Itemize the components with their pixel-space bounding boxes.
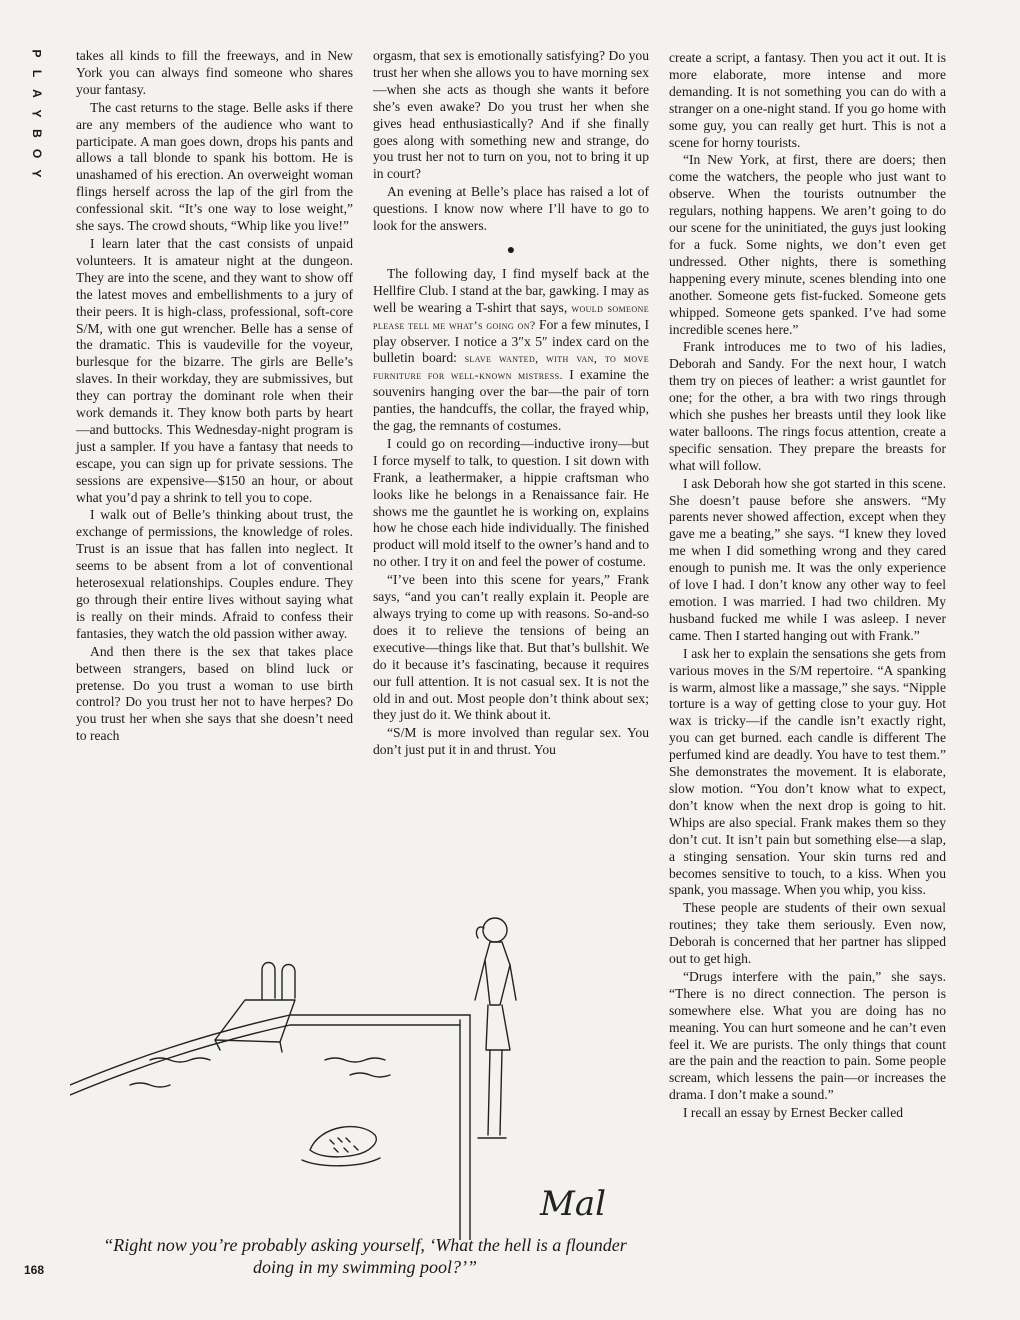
paragraph: I walk out of Belle’s thinking about trust, the exchange of permissions, the knowledge of roles. Trust is an issue that has fallen into neglect. It seems to be absent from a lot of conventional heterosexual relationships. Couples endure. They go through their entire lives without saying what is really on their minds. Afraid to confess their fantasies, they watch the old passion wither away. (76, 507, 353, 641)
paragraph: I recall an essay by Ernest Becker called (683, 1105, 904, 1121)
masthead-letter: Y (29, 169, 44, 179)
masthead (26, 44, 48, 184)
paragraph: “S/M is more involved than regular sex. You don’t just put it in and thrust. You (373, 725, 649, 758)
water-ripple (325, 1058, 385, 1062)
ladder-rail (262, 963, 275, 1001)
man-legs (488, 1050, 502, 1135)
masthead-letter: B (29, 129, 44, 139)
paragraph: orgasm, that sex is emotionally satisfying? Do you trust her when she allows you to have morning sex—when she acts as though she wants it before she’s even awake? Do you trust her when she gives head enthusiastically? And if she finally goes along with something new and strange, do you trust her not to turn on you, not to bring it up in court? (373, 48, 649, 182)
paragraph: Frank introduces me to two of his ladies, Deborah and Sandy. For the next hour, I watch them try on pieces of leather: a wrist gauntlet for one; for the other, a bra with two rings through which she pushes her breasts until they look like water balloons. The rings focus attention, create a specific sensation. They prepare the breasts for what will follow. (669, 339, 946, 473)
water-ripple (350, 1073, 390, 1077)
small-caps-text: would someone please tell me what’s going on? (373, 300, 649, 332)
paragraph (373, 266, 649, 435)
masthead-letter: O (30, 148, 44, 160)
paragraph: takes all kinds to fill the freeways, and in New York you can always find someone who shares your fantasy. (76, 48, 353, 97)
paragraph: “Drugs interfere with the pain,” she says. “There is no direct connection. The person is somewhere else. What you are doing has no meaning. You can hurt someone and he can’t even feel it. We are purists. The only things that count are the pain and the reaction to pain. Some people scream, which lessens the pain—or increases the drama. I don’t make a sound.” (669, 968, 946, 1103)
paragraph: create a script, a fantasy. Then you act it out. It is more elaborate, more intense and more demanding. It is not something you can do with a stranger on a one-night stand. If you go home with some guy, you can really get hurt. This is not a scene for horny tourists. (669, 50, 946, 150)
paragraph: These people are students of their own sexual routines; they take them seriously. Even now, Deborah is concerned that her partner has slipped out to get high. (669, 900, 946, 967)
pool-inner-far-edge (70, 1025, 460, 1095)
masthead-letter: Y (29, 109, 44, 119)
paragraph: “In New York, at first, there are doers; then come the watchers, the people who just want to observe. When the tourists outnumber the regulars, nothing happens. We aren’t going to do our scene for the uninitiated, the guys just looking for a fuck. Some nights, we don’t even get undressed. Other nights, there is something happening every minute, scenes blending into one another. Someone gets fist-fucked. Someone gets whipped. Someone gets spanked. I’ve had some incredible scenes here.” (669, 152, 946, 337)
masthead-letter: L (30, 69, 44, 79)
paragraph: “I’ve been into this scene for years,” Frank says, “and you can’t really explain it. People are always trying to come up with reasons. So-and-so does it to relieve the tensions of being an executive—things like that. But that’s bullshit. We do it because it’s fascinating, because it requires our full attention. It is not casual sex. It is not the old in and out. Most people don’t think about sex; they just do it. We think about it. (373, 572, 649, 723)
paragraph: The cast returns to the stage. Belle asks if there are any members of the audience who want to participate. A man goes down, drops his pants and allows a tall blonde to spank his bottom. He is unashamed of his erection. An overweight woman flings herself across the lap of the girl from the confessional skit. “It’s one way to lose weight,” she says. The crowd shouts, “Whip like you live!” (76, 99, 353, 234)
diving-board (215, 1000, 295, 1042)
flounder-water-line (302, 1158, 380, 1166)
masthead-letter: P (29, 49, 44, 59)
man-arms (475, 960, 516, 1000)
section-break-bullet: ● (506, 242, 516, 258)
column-1 (76, 48, 353, 745)
water-ripple (130, 1083, 170, 1087)
paragraph: I ask Deborah how she got started in this scene. She doesn’t pause before she answers. “My parents never showed affection, except when they gave me a beating,” she says. “I knew they loved me when I did something wrong and they cared enough to punish me. It was the only experience of love I had. I don’t know any other way to feel emotion. I was married. I had two children. My husband fucked me while I was asleep. I never came. Then I started hanging out with Frank.” (669, 475, 946, 643)
page-number: 168 (24, 1263, 45, 1277)
cartoon-caption: “Right now you’re probably asking yourself, ‘What the hell is a flounder doing in my swimming pool?’” (103, 1235, 627, 1277)
text-run: I examine the souvenirs hanging over the bar—the pair of torn panties, the handcuffs, the collar, the frayed whip, the gag, the remnants of costumes. (373, 367, 649, 434)
flounder-spots (330, 1138, 358, 1152)
paragraph: I learn later that the cast consists of unpaid volunteers. It is amateur night at the dungeon. They are into the scene, and they want to show off the latest moves and embellishments to a jury of their peers. It is high-class, professional, soft-core S/M, with one gut wrencher. Belle has a sense of the dramatic. This is vaudeville for the voyeur, burlesque for the bizarre. The girls are Belle’s slaves. In their workday, they are submissives, but they can portray the dominant role when their work demands it. They know both parts by heart—and buttocks. This Wednesday-night program is just a sampler. If you have a fantasy that needs to escape, you can sign up for private sessions. The sessions are expensive—$150 an hour, or about what you’d pay a shrink to tell you to cope. (76, 235, 353, 505)
column-2 (373, 48, 649, 759)
man-head (483, 918, 507, 942)
paragraph: I ask her to explain the sensations she gets from various moves in the S/M repertoire. “A spanking is warm, almost like a massage,” she says. “Nipple torture is a way of getting close to your guy. Hot wax is tricky—if the candle isn’t exactly right, you can get burned. each candle is different The perfumed kind are deadly. You have to test them.” She demonstrates the movement. It is elaborate, slow motion. “You don’t know what to expect, don’t know when the next drop is going to hit. Whips are also special. Frank makes them so they don’t cut. It isn’t pain but something else—a slap, a stinging sensation. Your skin turns red and becomes sensitive to touch, to a kiss. When you spank, you massage. When you whip, you kiss. (669, 645, 946, 898)
flounder-fish (310, 1127, 376, 1157)
masthead-letter: A (29, 89, 44, 99)
text-run: The following day, I find myself back at the Hellfire Club. I stand at the bar, gawking. I may as well be wearing a T-shirt that says, (373, 265, 649, 315)
paragraph: I could go on recording—inductive irony—but I force myself to talk, to question. I sit down with Frank, a leathermaker, a hippie craftsman who looks like he belongs in a Renaissance fair. He shows me the gauntlet he is working on, explains how he chose each hide individually. The finished product will mold itself to the owner’s hand and to no other. I try it on and feel the power of costume. (373, 435, 649, 570)
cartoonist-signature: Mal (540, 1184, 606, 1224)
man-torso (485, 942, 510, 1005)
man-shorts (486, 1005, 510, 1050)
small-caps-text: slave wanted, with van, to move furniture for well-known mistress. (373, 351, 649, 383)
paragraph: An evening at Belle’s place has raised a lot of questions. I know now where I’ll have to go to look for the answers. (373, 184, 649, 234)
column-3 (669, 50, 946, 1122)
ladder-rail (282, 965, 295, 1001)
paragraph: And then there is the sex that takes place between strangers, based on blind luck or pretense. Do you trust a woman to use birth control? Do you trust her not to have herpes? Do you trust her when she says that she doesn’t need to reach (76, 643, 353, 744)
text-run: For a few minutes, I play observer. I notice a 3″x 5″ index card on the bulletin board: (373, 316, 649, 366)
cartoon-illustration (70, 910, 670, 1240)
